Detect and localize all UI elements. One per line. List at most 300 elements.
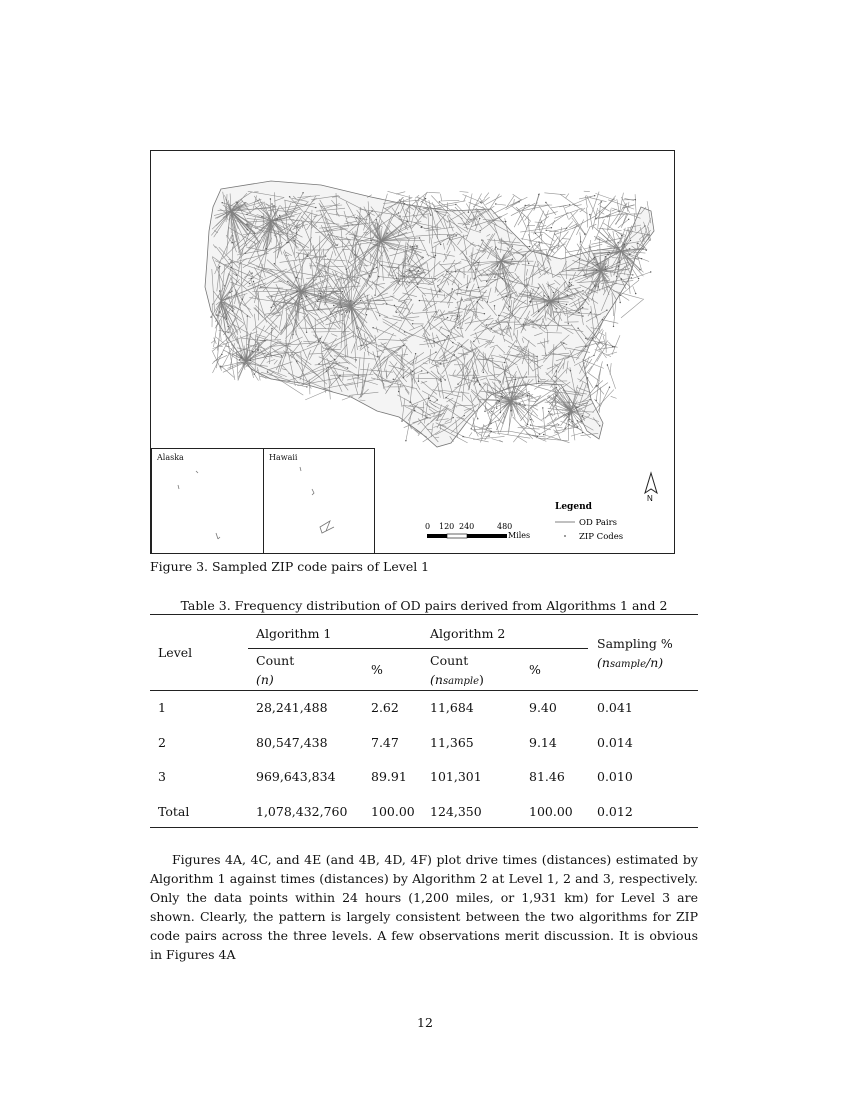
- zip-code-point: [487, 274, 488, 275]
- zip-code-point: [330, 314, 331, 315]
- header-count-1: Count: [256, 653, 295, 668]
- od-pair-line: [566, 194, 569, 198]
- zip-code-point: [226, 318, 227, 319]
- zip-code-point: [477, 301, 478, 302]
- od-pair-line: [607, 365, 615, 389]
- zip-code-point: [412, 371, 413, 372]
- zip-code-point: [318, 341, 319, 342]
- table-bottom-rule: [150, 827, 698, 828]
- table-caption: Table 3. Frequency distribution of OD pairs derived from Algorithms 1 and 2: [180, 598, 668, 613]
- zip-code-point: [439, 291, 440, 292]
- zip-code-point: [440, 381, 441, 382]
- zip-code-point: [449, 238, 450, 239]
- zip-code-point: [296, 291, 297, 292]
- zip-code-point: [632, 274, 633, 275]
- zip-code-point: [595, 218, 596, 219]
- od-pairs-map: [150, 150, 675, 554]
- zip-code-point: [479, 230, 480, 231]
- zip-code-point: [592, 338, 593, 339]
- zip-code-point: [240, 357, 241, 358]
- zip-code-point: [271, 203, 272, 204]
- zip-code-point: [236, 202, 237, 203]
- zip-code-point: [404, 203, 405, 204]
- zip-code-point: [548, 411, 549, 412]
- header-ratio: (nsample/n): [597, 655, 664, 670]
- zip-code-point: [403, 345, 404, 346]
- zip-code-point: [232, 242, 233, 243]
- cell-count-1: 1,078,432,760: [256, 804, 348, 819]
- od-pair-line: [618, 219, 629, 228]
- zip-code-point: [614, 346, 615, 347]
- zip-code-point: [606, 310, 607, 311]
- map-legend: [555, 502, 623, 542]
- zip-code-point: [475, 269, 476, 270]
- zip-code-point: [414, 410, 415, 411]
- zip-code-point: [306, 332, 307, 333]
- zip-code-point: [593, 258, 594, 259]
- zip-code-point: [582, 315, 583, 316]
- zip-code-point: [590, 312, 591, 313]
- zip-code-point: [480, 202, 481, 203]
- zip-code-point: [360, 300, 361, 301]
- zip-code-point: [229, 292, 230, 293]
- scale-bar: [425, 522, 530, 540]
- zip-code-point: [447, 235, 448, 236]
- alaska-label: Alaska: [157, 453, 184, 462]
- cell-pct-2: 100.00: [529, 804, 573, 819]
- od-pair-line: [496, 401, 511, 430]
- zip-code-point: [419, 267, 420, 268]
- zip-code-point: [494, 277, 495, 278]
- zip-code-point: [629, 248, 630, 249]
- zip-code-point: [461, 346, 462, 347]
- zip-code-point: [276, 218, 277, 219]
- od-pair-line: [620, 193, 623, 210]
- zip-code-point: [502, 278, 503, 279]
- zip-code-point: [296, 277, 297, 278]
- zip-code-point: [563, 342, 564, 343]
- od-pair-line: [546, 212, 568, 227]
- zip-code-point: [529, 294, 530, 295]
- zip-code-point: [512, 258, 513, 259]
- zip-code-point: [356, 217, 357, 218]
- zip-code-point: [479, 218, 480, 219]
- zip-code-point: [471, 428, 472, 429]
- zip-code-point: [370, 240, 371, 241]
- zip-code-point: [253, 281, 254, 282]
- zip-code-point: [484, 313, 485, 314]
- page-number: 12: [417, 1015, 433, 1030]
- od-pair-line: [624, 198, 634, 200]
- zip-code-point: [266, 248, 267, 249]
- od-pair-line: [598, 228, 621, 230]
- zip-code-point: [631, 277, 632, 278]
- zip-code-point: [509, 306, 510, 307]
- cell-count-2: 11,684: [430, 700, 474, 715]
- alaska-lines: [152, 449, 263, 554]
- header-pct-2: %: [529, 662, 541, 677]
- zip-code-point: [569, 204, 570, 205]
- zip-code-point: [358, 375, 359, 376]
- od-pair-line: [496, 204, 506, 205]
- zip-code-point: [542, 407, 543, 408]
- od-pair-line: [608, 200, 634, 209]
- od-pair-line: [451, 210, 456, 211]
- zip-code-point: [648, 234, 649, 235]
- zip-code-point: [244, 202, 245, 203]
- zip-code-point: [571, 284, 572, 285]
- zip-code-point: [618, 211, 619, 212]
- zip-code-point: [579, 258, 580, 259]
- od-pair-line: [587, 207, 588, 227]
- zip-code-point: [399, 215, 400, 216]
- zip-code-point: [488, 435, 489, 436]
- od-pair-line: [514, 199, 515, 203]
- zip-code-point: [530, 424, 531, 425]
- scale-tick-0: 0: [425, 522, 431, 531]
- zip-code-point: [378, 276, 379, 277]
- zip-code-point: [447, 317, 448, 318]
- zip-code-point: [289, 196, 290, 197]
- zip-code-point: [254, 232, 255, 233]
- zip-code-point: [446, 271, 447, 272]
- scale-tick-480: 480: [497, 522, 513, 531]
- zip-code-point: [379, 315, 380, 316]
- header-sub-rule: [248, 648, 588, 649]
- zip-code-point: [577, 328, 578, 329]
- zip-code-point: [245, 253, 246, 254]
- zip-code-point: [545, 202, 546, 203]
- zip-code-point: [334, 359, 335, 360]
- od-pair-line: [617, 199, 619, 211]
- zip-code-point: [594, 195, 595, 196]
- cell-count-2: 101,301: [430, 769, 482, 784]
- zip-code-point: [609, 387, 610, 388]
- od-pair-line: [488, 401, 511, 425]
- zip-code-point: [318, 299, 319, 300]
- cell-sampling: 0.041: [597, 700, 633, 715]
- zip-code-point: [336, 245, 337, 246]
- od-pair-line: [531, 234, 543, 242]
- zip-code-point: [564, 428, 565, 429]
- od-pair-line: [220, 365, 234, 377]
- cell-pct-1: 89.91: [371, 769, 407, 784]
- zip-code-point: [325, 255, 326, 256]
- zip-code-point: [279, 215, 280, 216]
- zip-code-point: [271, 296, 272, 297]
- zip-code-point: [399, 280, 400, 281]
- zip-code-point: [372, 327, 373, 328]
- zip-code-point: [302, 192, 303, 193]
- zip-code-point: [306, 296, 307, 297]
- zip-code-point: [409, 270, 410, 271]
- zip-code-point: [621, 278, 622, 279]
- zip-code-point: [576, 407, 577, 408]
- zip-code-point: [567, 295, 568, 296]
- cell-count-2: 11,365: [430, 735, 474, 750]
- zip-code-point: [537, 436, 538, 437]
- zip-code-point: [601, 201, 602, 202]
- zip-code-point: [396, 278, 397, 279]
- zip-code-point: [481, 239, 482, 240]
- alaska-inset: [151, 448, 264, 554]
- zip-code-point: [629, 254, 630, 255]
- od-pair-line: [513, 427, 525, 442]
- zip-code-point: [339, 375, 340, 376]
- od-pair-line: [506, 196, 514, 208]
- zip-code-point: [630, 240, 631, 241]
- zip-code-point: [639, 269, 640, 270]
- zip-code-point: [408, 282, 409, 283]
- zip-code-point: [292, 334, 293, 335]
- zip-code-point: [546, 230, 547, 231]
- zip-code-point: [499, 401, 500, 402]
- zip-code-point: [445, 397, 446, 398]
- zip-code-point: [353, 303, 354, 304]
- zip-code-point: [412, 323, 413, 324]
- zip-code-point: [589, 214, 590, 215]
- zip-code-point: [524, 405, 525, 406]
- zip-code-point: [538, 287, 539, 288]
- zip-code-point: [439, 289, 440, 290]
- od-pair-line: [611, 396, 617, 398]
- zip-code-point: [271, 307, 272, 308]
- zip-code-point: [398, 212, 399, 213]
- zip-code-point: [417, 286, 418, 287]
- zip-code-point: [473, 278, 474, 279]
- zip-code-point: [403, 276, 404, 277]
- zip-code-point: [386, 303, 387, 304]
- zip-code-point: [346, 312, 347, 313]
- zip-code-point: [497, 265, 498, 266]
- zip-code-point: [421, 370, 422, 371]
- zip-code-point: [372, 210, 373, 211]
- zip-code-point: [585, 338, 586, 339]
- zip-code-point: [320, 296, 321, 297]
- zip-code-point: [301, 298, 302, 299]
- zip-code-point: [491, 328, 492, 329]
- zip-code-point: [618, 242, 619, 243]
- zip-code-point: [548, 296, 549, 297]
- zip-code-point: [568, 414, 569, 415]
- zip-code-point: [522, 395, 523, 396]
- zip-code-point: [512, 245, 513, 246]
- od-pair-line: [555, 208, 583, 218]
- od-pair-line: [577, 227, 590, 255]
- zip-code-point: [483, 372, 484, 373]
- zip-code-point: [620, 302, 621, 303]
- zip-code-point: [254, 374, 255, 375]
- zip-code-point: [381, 265, 382, 266]
- zip-code-point: [341, 314, 342, 315]
- zip-code-point: [554, 376, 555, 377]
- zip-code-point: [577, 420, 578, 421]
- od-pair-line: [479, 431, 510, 432]
- header-level: Level: [158, 645, 193, 660]
- zip-code-point: [273, 304, 274, 305]
- hawaii-lines: [264, 449, 374, 554]
- zip-code-point: [405, 440, 406, 441]
- zip-code-point: [582, 415, 583, 416]
- zip-code-point: [486, 281, 487, 282]
- zip-code-point: [529, 246, 530, 247]
- figure-caption: Figure 3. Sampled ZIP code pairs of Level 1: [150, 559, 430, 574]
- zip-code-point: [219, 266, 220, 267]
- zip-code-point: [585, 346, 586, 347]
- zip-code-point: [495, 203, 496, 204]
- zip-code-point: [646, 250, 647, 251]
- zip-code-point: [556, 395, 557, 396]
- legend-zip-codes: ZIP Codes: [579, 532, 624, 542]
- zip-code-point: [582, 432, 583, 433]
- zip-code-point: [246, 214, 247, 215]
- zip-code-point: [594, 285, 595, 286]
- od-pair-line: [493, 199, 522, 213]
- zip-code-point: [595, 385, 596, 386]
- zip-code-point: [498, 315, 499, 316]
- zip-code-point: [635, 293, 636, 294]
- zip-code-point: [440, 244, 441, 245]
- zip-code-point: [475, 224, 476, 225]
- zip-code-point: [411, 299, 412, 300]
- zip-code-point: [453, 417, 454, 418]
- zip-code-point: [527, 424, 528, 425]
- zip-code-point: [368, 214, 369, 215]
- zip-code-point: [216, 314, 217, 315]
- cell-pct-1: 2.62: [371, 700, 399, 715]
- zip-code-point: [354, 254, 355, 255]
- zip-code-point: [506, 296, 507, 297]
- zip-code-point: [525, 205, 526, 206]
- zip-code-point: [529, 301, 530, 302]
- od-pair-line: [342, 396, 353, 400]
- zip-code-point: [621, 235, 622, 236]
- cell-pct-2: 9.14: [529, 735, 557, 750]
- od-pair-line: [554, 233, 571, 256]
- zip-code-point: [221, 354, 222, 355]
- zip-code-point: [294, 240, 295, 241]
- zip-code-point: [523, 255, 524, 256]
- zip-code-point: [231, 291, 232, 292]
- zip-code-point: [281, 355, 282, 356]
- zip-code-point: [232, 235, 233, 236]
- zip-code-point: [583, 275, 584, 276]
- cell-level: 1: [158, 700, 166, 715]
- od-pair-line: [588, 373, 600, 382]
- zip-code-point: [612, 346, 613, 347]
- zip-code-point: [428, 398, 429, 399]
- zip-code-point: [544, 295, 545, 296]
- zip-code-point: [419, 237, 420, 238]
- zip-code-point: [528, 393, 529, 394]
- od-pair-line: [488, 194, 500, 212]
- zip-code-point: [462, 436, 463, 437]
- od-pair-line: [473, 436, 505, 439]
- zip-code-point: [637, 243, 638, 244]
- zip-code-point: [510, 410, 511, 411]
- zip-code-point: [421, 226, 422, 227]
- zip-code-point: [510, 327, 511, 328]
- zip-code-point: [287, 281, 288, 282]
- zip-code-point: [296, 361, 297, 362]
- zip-code-point: [605, 269, 606, 270]
- zip-code-point: [635, 199, 636, 200]
- zip-code-point: [616, 276, 617, 277]
- od-pair-line: [518, 210, 527, 230]
- zip-code-point: [403, 377, 404, 378]
- zip-code-point: [286, 242, 287, 243]
- scale-tick-240: 240: [459, 522, 475, 531]
- zip-code-point: [315, 207, 316, 208]
- zip-code-point: [437, 285, 438, 286]
- zip-code-point: [596, 264, 597, 265]
- header-sampling: Sampling %: [597, 636, 673, 651]
- od-pair-line: [585, 356, 590, 370]
- zip-code-point: [437, 399, 438, 400]
- od-pair-line: [590, 198, 606, 202]
- zip-code-point: [356, 328, 357, 329]
- zip-code-point: [486, 324, 487, 325]
- zip-code-point: [556, 370, 557, 371]
- od-pair-line: [520, 426, 525, 427]
- zip-code-point: [296, 232, 297, 233]
- od-pair-line: [544, 193, 565, 195]
- table-top-rule: [150, 614, 698, 615]
- zip-code-point: [418, 270, 419, 271]
- od-pair-line: [388, 191, 413, 198]
- od-pair-line: [606, 352, 617, 355]
- body-paragraph: Figures 4A, 4C, and 4E (and 4B, 4D, 4F) plot drive times (distances) estimated by Algorithm 1 against times (distances) by Algorithm 2 at Level 1, 2 and 3, respectively. Only the data points within 24 hours (1,200 miles, or 1,931 km) for Level 3 are shown. Clearly, the pattern is largely consistent between the two algorithms for ZIP code pairs across the three levels. A few observations merit discussion. It is obvious in Figures 4A: [150, 852, 698, 962]
- zip-code-point: [251, 278, 252, 279]
- zip-code-point: [577, 426, 578, 427]
- od-pair-line: [635, 194, 636, 215]
- zip-code-point: [455, 204, 456, 205]
- zip-code-point: [538, 381, 539, 382]
- zip-code-point: [620, 295, 621, 296]
- zip-code-point: [505, 221, 506, 222]
- zip-code-point: [224, 285, 225, 286]
- zip-code-point: [410, 402, 411, 403]
- zip-code-point: [448, 335, 449, 336]
- cell-count-1: 969,643,834: [256, 769, 336, 784]
- hawaii-inset: [263, 448, 375, 554]
- zip-code-point: [230, 261, 231, 262]
- zip-code-point: [464, 415, 465, 416]
- zip-code-point: [418, 381, 419, 382]
- zip-code-point: [624, 244, 625, 245]
- zip-code-point: [434, 278, 435, 279]
- od-pair-line: [534, 211, 544, 235]
- cell-level: 3: [158, 769, 166, 784]
- od-pair-line: [498, 392, 516, 393]
- zip-code-point: [589, 399, 590, 400]
- zip-code-point: [246, 223, 247, 224]
- zip-code-point: [346, 269, 347, 270]
- od-pair-line: [612, 335, 620, 355]
- zip-code-point: [491, 431, 492, 432]
- zip-code-point: [231, 267, 232, 268]
- zip-code-point: [373, 268, 374, 269]
- od-pair-line: [608, 342, 612, 347]
- cell-sampling: 0.012: [597, 804, 633, 819]
- od-pair-line: [529, 401, 536, 402]
- od-pair-line: [589, 224, 596, 227]
- zip-code-point: [322, 342, 323, 343]
- zip-code-point: [596, 400, 597, 401]
- north-label: N: [647, 494, 653, 503]
- zip-code-point: [377, 356, 378, 357]
- zip-code-point: [261, 216, 262, 217]
